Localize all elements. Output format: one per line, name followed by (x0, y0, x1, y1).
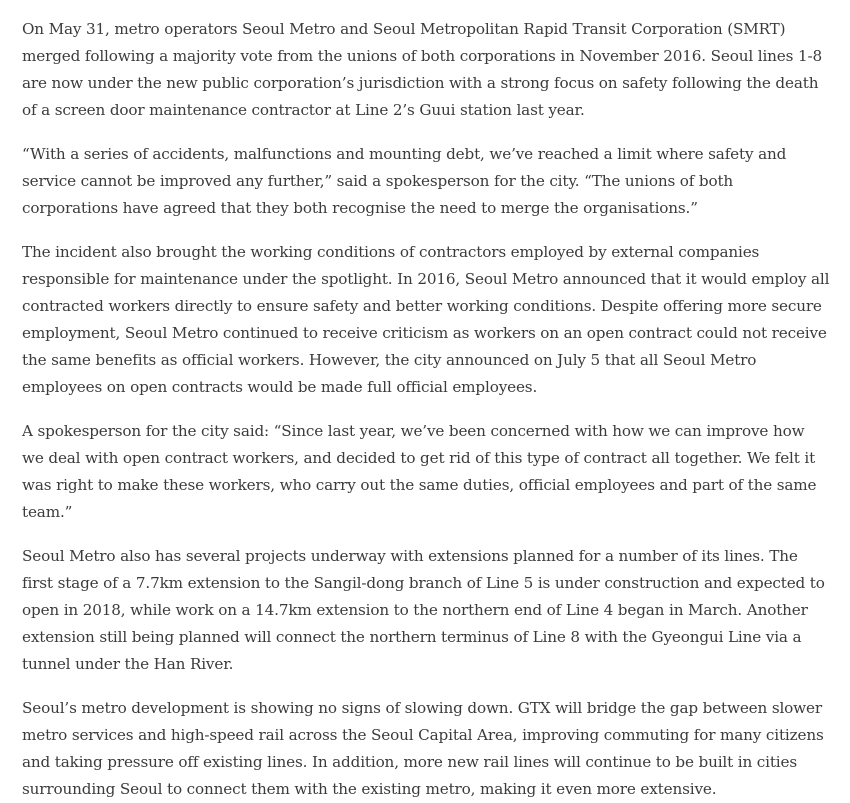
paragraph-spokesperson-quote: “With a series of accidents, malfunctions and mounting debt, we’ve reached a limit where safety and service cannot be improved any further,” said a spokesperson for the city. “The unions of both corporations have agreed that they both recognise the need to merge the organisations.” (22, 145, 787, 217)
paragraph-extensions: Seoul Metro also has several projects underway with extensions planned for a number of its lines. The first stage of a 7.7km extension to the Sangil-dong branch of Line 5 is under construction and expected to open in 2018, while work on a 14.7km extension to the northern end of Line 4 began in March. Another extension still being planned will connect the northern terminus of Line 8 with the Gyeongui Line via a tunnel under the Han River. (22, 547, 825, 673)
paragraph-working-conditions: The incident also brought the working conditions of contractors employed by external companies responsible for maintenance under the spotlight. In 2016, Seoul Metro announced that it would employ all contracted workers directly to ensure safety and better working conditions. Despite offering more secure employment, Seoul Metro continued to receive criticism as workers on an open contract could not receive the same benefits as official workers. However, the city announced on July 5 that all Seoul Metro employees on open contracts would be made full official employees. (22, 243, 830, 396)
paragraph-open-contracts-quote: A spokesperson for the city said: “Since last year, we’ve been concerned with how we can improve how we deal with open contract workers, and decided to get rid of this type of contract all together. We felt it was right to make these workers, who carry out the same duties, official employees and part of the same team.” (22, 422, 817, 521)
paragraph-merger: On May 31, metro operators Seoul Metro and Seoul Metropolitan Rapid Transit Corporation (SMRT) merged following a majority vote from the unions of both corporations in November 2016. Seoul lines 1-8 are now under the new public corporation’s jurisdiction with a strong focus on safety following the death of a screen door maintenance contractor at Line 2’s Guui station last year. (22, 20, 822, 119)
paragraph-development: Seoul’s metro development is showing no signs of slowing down. GTX will bridge the gap between slower metro services and high-speed rail across the Seoul Capital Area, improving commuting for many citizens and taking pressure off existing lines. In addition, more new rail lines will continue to be built in cities surrounding Seoul to connect them with the existing metro, making it even more extensive. (22, 699, 824, 798)
